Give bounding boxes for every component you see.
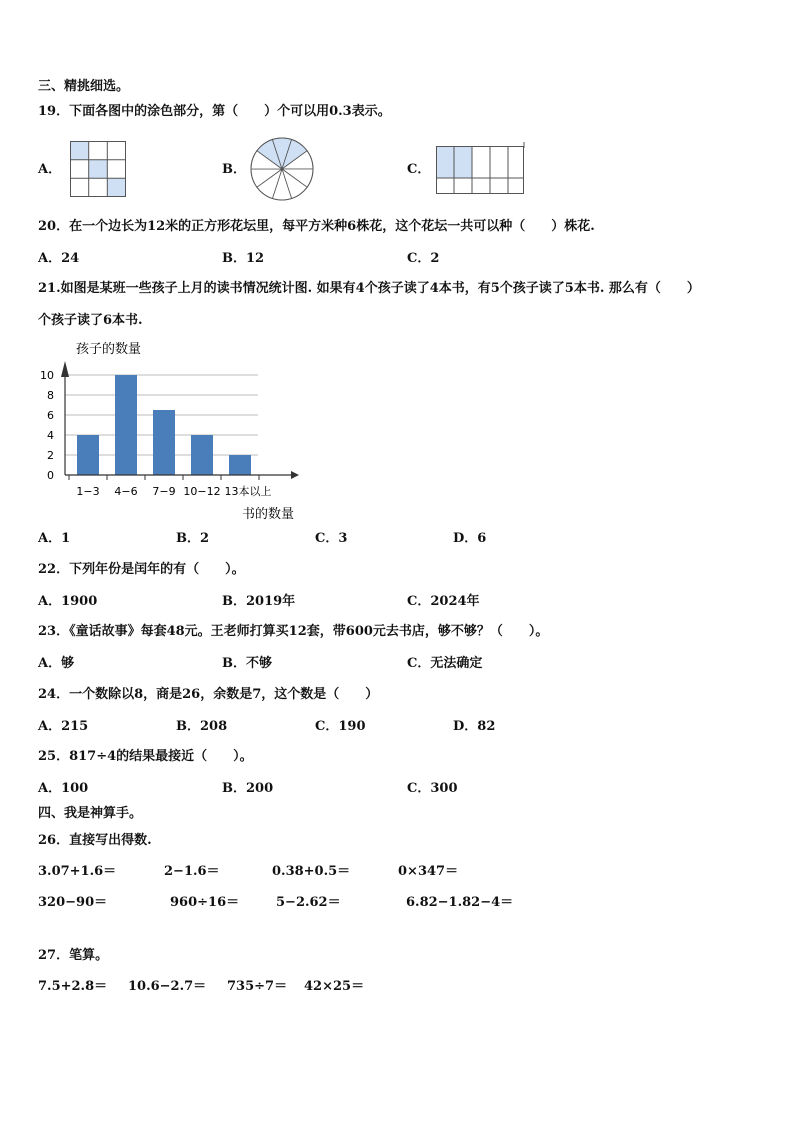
- q20-option-b: B．12: [222, 251, 265, 266]
- q25-option-a: A．100: [38, 781, 89, 796]
- x-axis-title: 书的数量: [241, 507, 295, 522]
- q22-option-c: C．2024年: [407, 594, 480, 609]
- section-title: 四、我是神算手。: [38, 806, 143, 821]
- q26-item: 0×347＝: [398, 864, 459, 879]
- x-tick-label: 4−6: [114, 485, 138, 498]
- question-25-stem: 25．817÷4的结果最接近（ ）。: [38, 749, 253, 764]
- q27-item: 735÷7＝: [227, 979, 288, 994]
- q19-option-b-label: B．: [222, 162, 246, 177]
- q24-option-a: A．215: [38, 719, 89, 734]
- y-axis-arrow: [61, 361, 69, 377]
- bar: [191, 435, 213, 475]
- question-21-stem-line2: 个孩子读了6本书.: [38, 313, 143, 328]
- x-tick-label: 13本以上: [224, 485, 272, 498]
- section-title: 三、精挑细选。: [38, 79, 130, 94]
- question-22-stem: 22．下列年份是闰年的有（ ）。: [38, 562, 245, 577]
- q24-option-b: B．208: [176, 719, 228, 734]
- q25-option-b: B．200: [222, 781, 274, 796]
- x-tick-label: 10−12: [183, 485, 221, 498]
- q21-option-a: A．1: [38, 531, 71, 546]
- q26-item: 6.82−1.82−4＝: [406, 895, 514, 910]
- q27-item: 7.5+2.8＝: [38, 979, 108, 994]
- q24-option-c: C．190: [315, 719, 366, 734]
- question-26-stem: 26．直接写出得数.: [38, 833, 152, 848]
- y-tick-label: 0: [47, 469, 54, 482]
- q23-option-c: C．无法确定: [407, 656, 483, 671]
- q22-option-b: B．2019年: [222, 594, 296, 609]
- y-tick-label: 10: [40, 369, 54, 382]
- q22-option-a: A．1900: [38, 594, 98, 609]
- question-24-stem: 24．一个数除以8，商是26，余数是7，这个数是（ ）: [38, 687, 379, 702]
- question-20-stem: 20．在一个边长为12米的正方形花坛里，每平方米种6株花，这个花坛一共可以种（ ）株花.: [38, 219, 595, 234]
- q26-item: 2−1.6＝: [164, 864, 220, 879]
- q26-item: 3.07+1.6＝: [38, 864, 117, 879]
- x-axis-arrow: [291, 471, 299, 479]
- q26-item: 960÷16＝: [170, 895, 240, 910]
- q26-item: 0.38+0.5＝: [272, 864, 351, 879]
- x-tick-label: 7−9: [152, 485, 176, 498]
- y-tick-label: 8: [47, 389, 54, 402]
- bar: [153, 410, 175, 475]
- bar: [229, 455, 251, 475]
- q25-option-c: C．300: [407, 781, 458, 796]
- question-23-stem: 23．《童话故事》每套48元。王老师打算买12套，带600元去书店，够不够？（ ）。: [38, 624, 549, 639]
- question-27-stem: 27．笔算。: [38, 948, 109, 963]
- x-tick-label: 1−3: [76, 485, 100, 498]
- question-19-stem: 19．下面各图中的涂色部分，第（ ）个可以用0.3表示。: [38, 104, 391, 119]
- q19-option-c-label: C．: [407, 162, 431, 177]
- question-21-stem-line1: 21.如图是某班一些孩子上月的读书情况统计图. 如果有4个孩子读了4本书，有5个孩子读了5本书. 那么有（ ）: [38, 281, 700, 296]
- q19-figure-a-grid: [70, 141, 126, 197]
- q23-option-a: A．够: [38, 656, 75, 671]
- q23-option-b: B．不够: [222, 656, 272, 671]
- y-tick-label: 2: [47, 449, 54, 462]
- bar: [77, 435, 99, 475]
- q24-option-d: D．82: [453, 719, 496, 734]
- y-tick-label: 4: [47, 429, 54, 442]
- y-tick-label: 6: [47, 409, 54, 422]
- q27-item: 10.6−2.7＝: [128, 979, 207, 994]
- q21-option-b: B．2: [176, 531, 210, 546]
- y-axis-title: 孩子的数量: [76, 342, 142, 357]
- reading-bar-chart: [30, 335, 330, 525]
- q19-figure-b-circle: [249, 136, 315, 202]
- q27-item: 42×25＝: [304, 979, 365, 994]
- q20-option-c: C．2: [407, 251, 440, 266]
- q19-figure-c-grid: [436, 146, 526, 194]
- q20-option-a: A．24: [38, 251, 80, 266]
- q19-option-a-label: A．: [38, 162, 62, 177]
- q21-option-d: D．6: [453, 531, 487, 546]
- q26-item: 5−2.62＝: [276, 895, 341, 910]
- q21-option-c: C．3: [315, 531, 348, 546]
- q26-item: 320−90＝: [38, 895, 108, 910]
- bar: [115, 375, 137, 475]
